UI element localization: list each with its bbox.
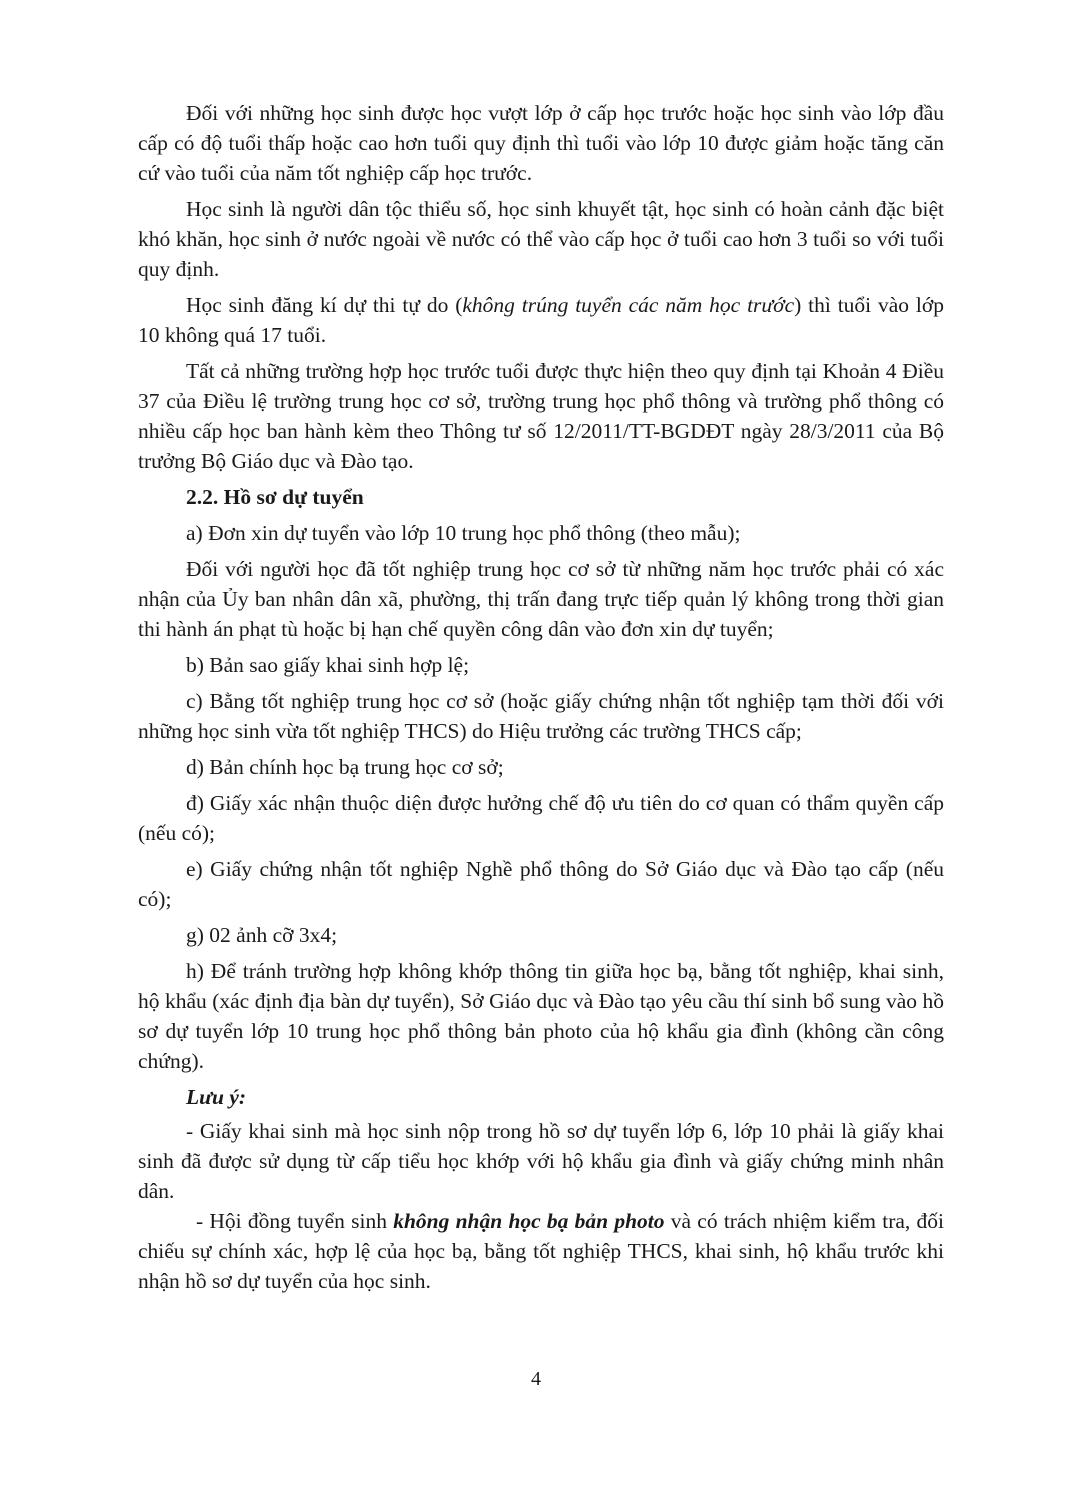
- list-item-a: a) Đơn xin dự tuyển vào lớp 10 trung học phổ thông (theo mẫu);: [186, 521, 741, 545]
- text-run: - Hội đồng tuyển sinh: [196, 1209, 394, 1233]
- list-item-c: c) Bằng tốt nghiệp trung học cơ sở (hoặc giấy chứng nhận tốt nghiệp tạm thời đối với những học sinh vừa tốt nghiệp THCS) do Hiệu trưởng các trường THCS cấp;: [138, 689, 944, 743]
- list-item-b: b) Bản sao giấy khai sinh hợp lệ;: [186, 653, 470, 677]
- paragraph-early-enrollment: Tất cả những trường hợp học trước tuổi được thực hiện theo quy định tại Khoản 4 Điều 37 của Điều lệ trường trung học cơ sở, trường trung học phổ thông và trường phổ thông có nhiều cấp học ban hành kèm theo Thông tư số 12/2011/TT-BGDĐT ngày 28/3/2011 của Bộ trưởng Bộ Giáo dục và Đào tạo.: [138, 359, 944, 473]
- paragraph-minority-students: Học sinh là người dân tộc thiểu số, học sinh khuyết tật, học sinh có hoàn cảnh đặc biệt khó khăn, học sinh ở nước ngoài về nước có thể vào cấp học ở tuổi cao hơn 3 tuổi so với tuổi quy định.: [138, 197, 944, 281]
- list-item-e: e) Giấy chứng nhận tốt nghiệp Nghề phổ thông do Sở Giáo dục và Đào tạo cấp (nếu có);: [138, 857, 944, 911]
- paragraph-free-registration: [138, 290, 944, 350]
- bold-italic-text: không nhận học bạ bản photo: [393, 1209, 665, 1233]
- list-item-d: d) Bản chính học bạ trung học cơ sở;: [186, 755, 504, 779]
- text-run: Học sinh đăng kí dự thi tự do (: [186, 293, 463, 317]
- list-item-g: g) 02 ảnh cỡ 3x4;: [186, 923, 338, 947]
- list-item-dd: đ) Giấy xác nhận thuộc diện được hưởng chế độ ưu tiên do cơ quan có thẩm quyền cấp (nếu có);: [138, 791, 944, 845]
- document-body: [138, 98, 944, 1296]
- italic-text: không trúng tuyển các năm học trước: [462, 293, 795, 317]
- section-heading: 2.2. Hồ sơ dự tuyển: [186, 485, 364, 509]
- note-item-birth-certificate: - Giấy khai sinh mà học sinh nộp trong hồ sơ dự tuyển lớp 6, lớp 10 phải là giấy khai sinh đã được sử dụng từ cấp tiểu học khớp với hộ khẩu gia đình và giấy chứng minh nhân dân.: [138, 1119, 944, 1203]
- paragraph-age-exception: Đối với những học sinh được học vượt lớp ở cấp học trước hoặc học sinh vào lớp đầu cấp có độ tuổi thấp hoặc cao hơn tuổi quy định thì tuổi vào lớp 10 được giảm hoặc tăng căn cứ vào tuổi của năm tốt nghiệp cấp học trước.: [138, 101, 944, 185]
- text-run: và có trách nhiệm kiểm tra, đối chiếu sự chính xác, hợp lệ của học bạ, bằng tốt nghiệp THCS, khai sinh, hộ khẩu trước khi nhận hồ sơ dự tuyển của học sinh.: [138, 1209, 944, 1293]
- list-item-a-note: Đối với người học đã tốt nghiệp trung học cơ sở từ những năm học trước phải có xác nhận của Ủy ban nhân dân xã, phường, thị trấn đang trực tiếp quản lý không trong thời gian thi hành án phạt tù hoặc bị hạn chế quyền công dân vào đơn xin dự tuyển;: [138, 557, 944, 641]
- list-item-h: h) Để tránh trường hợp không khớp thông tin giữa học bạ, bằng tốt nghiệp, khai sinh, hộ khẩu (xác định địa bàn dự tuyển), Sở Giáo dục và Đào tạo yêu cầu thí sinh bổ sung vào hồ sơ dự tuyển lớp 10 trung học phổ thông bản photo của hộ khẩu gia đình (không cần công chứng).: [138, 959, 944, 1073]
- text-run: ) thì tuổi vào lớp 10 không quá 17 tuổi.: [138, 293, 944, 347]
- page-number: 4: [531, 1368, 541, 1390]
- note-label: Lưu ý:: [186, 1085, 247, 1109]
- note-item-council: [138, 1206, 944, 1296]
